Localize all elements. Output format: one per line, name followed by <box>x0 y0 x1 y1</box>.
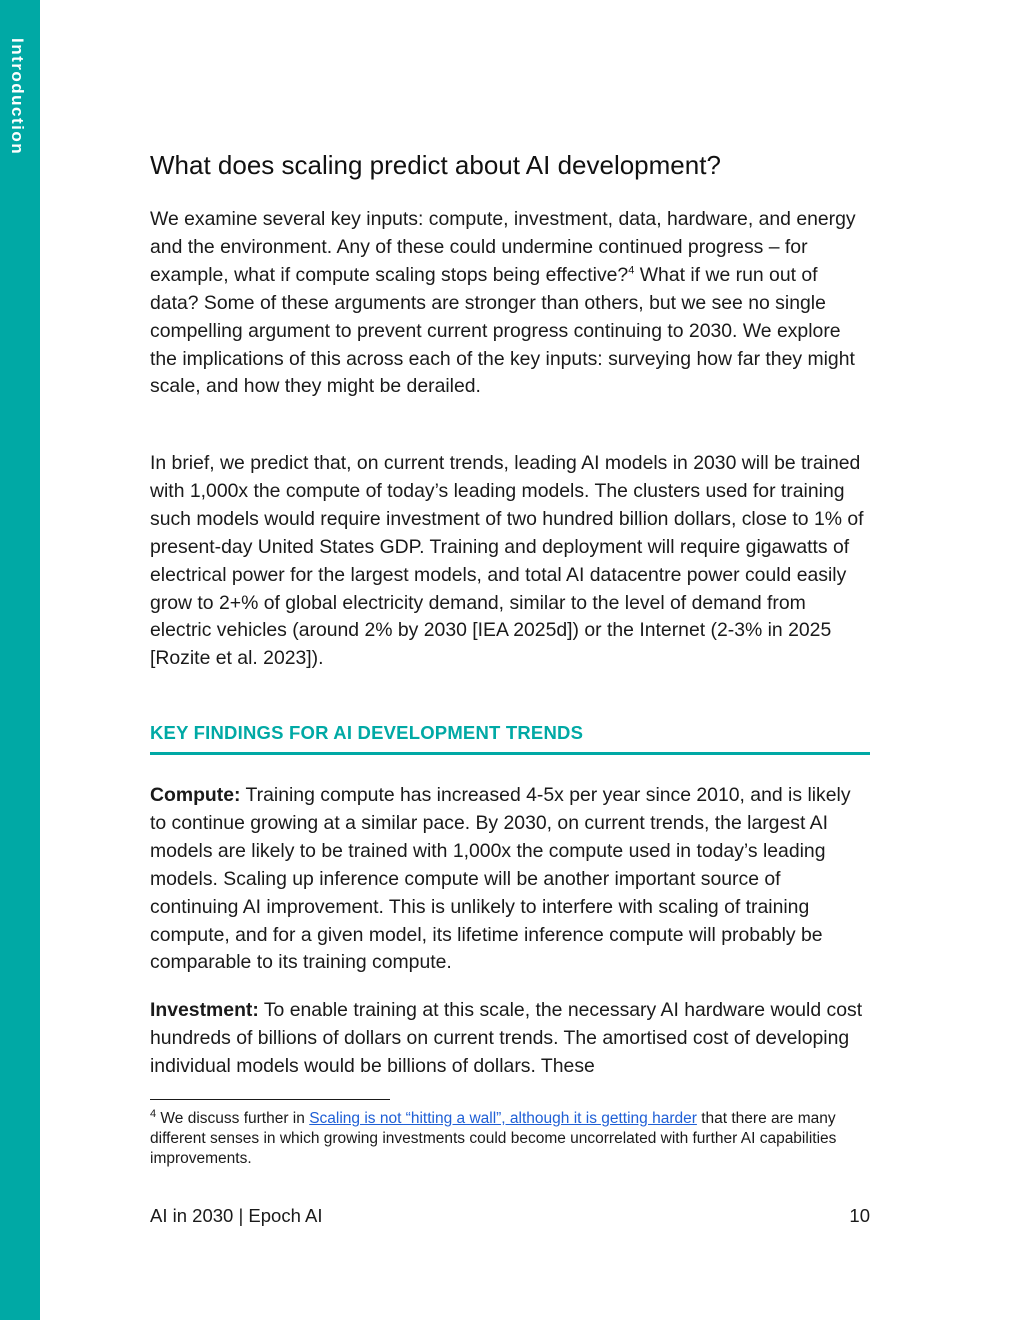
footnote-post-text: that there are many different senses in which growing investments could become uncorrelated with further AI capabilities improvements. <box>150 1110 837 1167</box>
finding-investment-text: To enable training at this scale, the necessary AI hardware would cost hundreds of billions of dollars on current trends. The amortised cost of developing individual models would be billions of dollars. These <box>150 999 863 1077</box>
key-findings-divider <box>150 752 870 755</box>
finding-compute-label: Compute: <box>150 784 241 806</box>
footnote-divider <box>150 1099 390 1100</box>
finding-investment <box>150 997 870 1081</box>
paragraph-intro-text-b: What if we run out of data? Some of these arguments are stronger than others, but we see no single compelling argument to prevent current progress continuing to 2030. We explore the implications of this across each of the key inputs: surveying how far they might scale, and how they might be derailed. <box>150 263 855 398</box>
footnote-marker[interactable]: 4 <box>628 264 635 277</box>
finding-compute <box>150 782 870 977</box>
footnote-link[interactable]: Scaling is not “hitting a wall”, although it is getting harder <box>309 1110 697 1127</box>
footnote <box>150 1109 870 1169</box>
section-heading: What does scaling predict about AI development? <box>150 150 721 180</box>
page-footer <box>150 1205 870 1227</box>
footnote-pre-text: We discuss further in <box>156 1110 310 1127</box>
paragraph-summary: In brief, we predict that, on current trends, leading AI models in 2030 will be trained with 1,000x the compute of today’s leading models. The clusters used for training such models would require investment of two hundred billion dollars, close to 1% of present-day United States GDP. Training and deployment will require gigawatts of electrical power for the largest models, and total AI datacentre power could easily grow to 2+% of global electricity demand, similar to the level of demand from electric vehicles (around 2% by 2030 [IEA 2025d]) or the Internet (2-3% in 2025 [Rozite et al. 2023]). <box>150 452 864 670</box>
finding-compute-text: Training compute has increased 4-5x per year since 2010, and is likely to continue growing at a similar pace. By 2030, on current trends, the largest AI models are likely to be trained with 1,000x the compute used in today’s leading models. Scaling up inference compute will be another important source of continuing AI improvement. This is unlikely to interfere with scaling of training compute, and for a given model, its lifetime inference compute will probably be comparable to its training compute. <box>150 784 851 974</box>
paragraph-intro <box>150 206 870 401</box>
sidebar <box>0 0 40 1320</box>
page-number: 10 <box>849 1205 870 1226</box>
paragraph-intro-text-a: We examine several key inputs: compute, investment, data, hardware, and energy and the environment. Any of these could undermine continued progress – for example, what if compute scaling stops being effective? <box>150 208 856 286</box>
footer-title: AI in 2030 | Epoch AI <box>150 1205 323 1226</box>
sidebar-section-label: Introduction <box>8 38 27 156</box>
footnote-number: 4 <box>150 1107 157 1120</box>
finding-investment-label: Investment: <box>150 999 259 1021</box>
key-findings-title: KEY FINDINGS FOR AI DEVELOPMENT TRENDS <box>150 722 584 743</box>
